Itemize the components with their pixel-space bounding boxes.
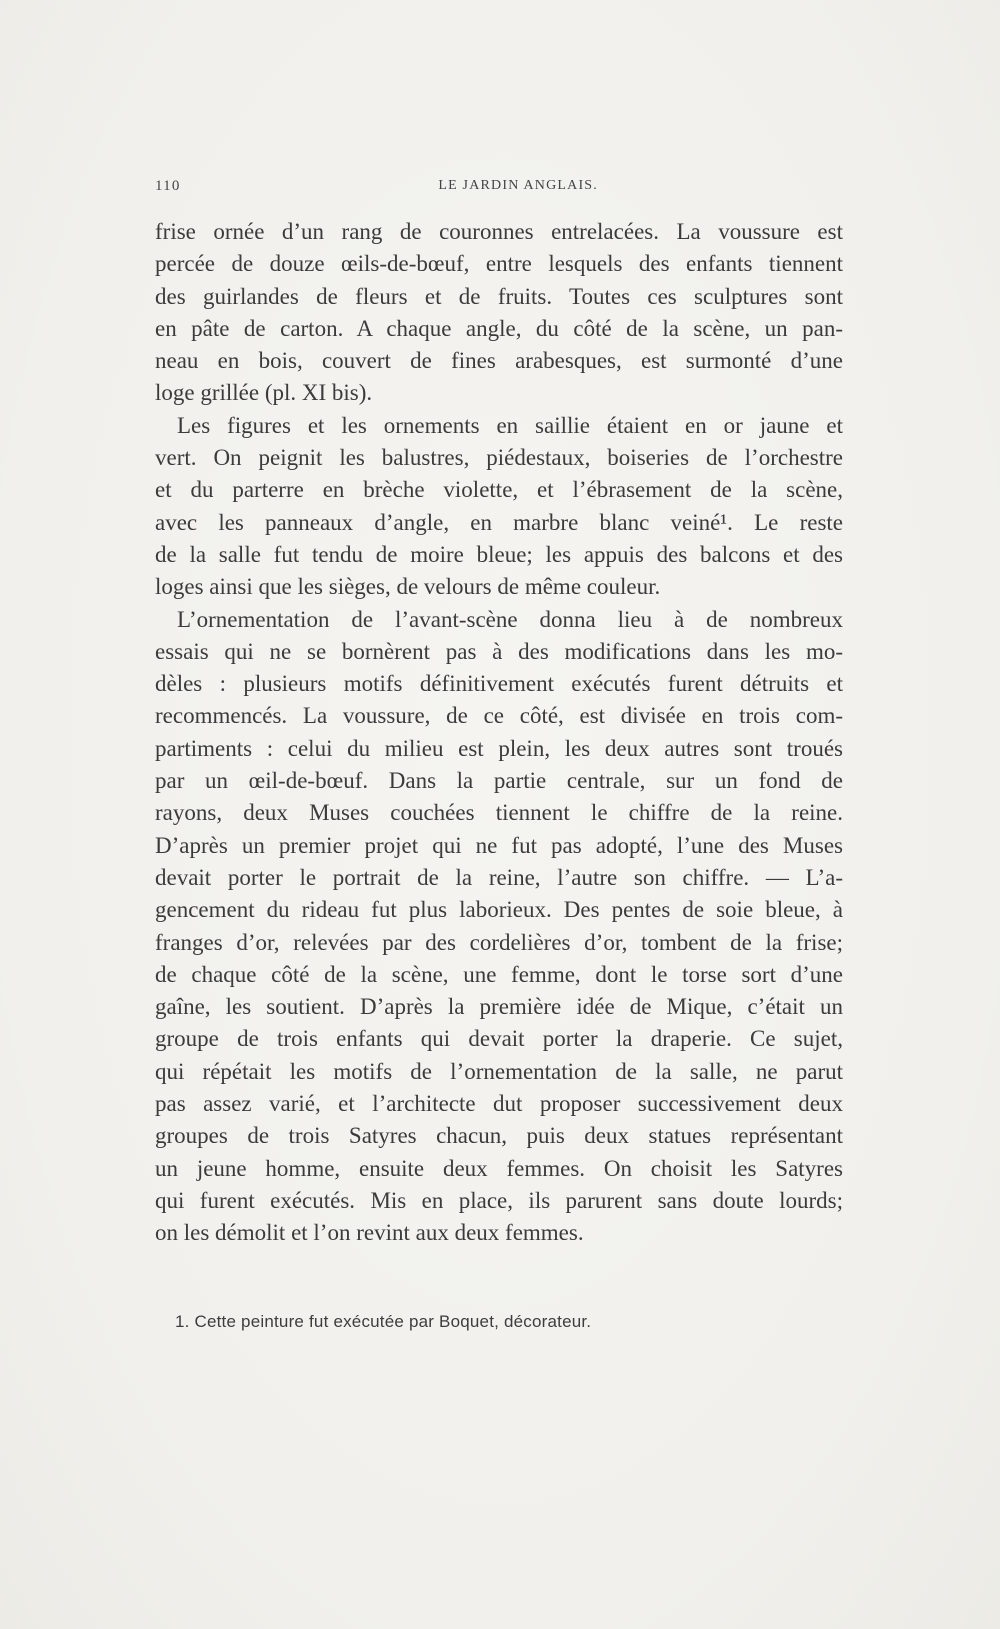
text-line: vert. On peignit les balustres, piédestaux, boiseries de l’orchestre: [155, 445, 843, 471]
text-line: devait porter le portrait de la reine, l’autre son chiffre. — L’a-: [155, 864, 843, 890]
text-line: franges d’or, relevées par des cordelières d’or, tombent de la frise;: [155, 929, 843, 955]
text-line: avec les panneaux d’angle, en marbre blanc veiné¹. Le reste: [155, 509, 843, 535]
text-line: Les figures et les ornements en saillie étaient en or jaune et: [177, 412, 843, 438]
text-line: loge grillée (pl. XI bis).: [155, 380, 373, 406]
text-line: gencement du rideau fut plus laborieux. Des pentes de soie bleue, à: [155, 897, 843, 923]
text-line: neau en bois, couvert de fines arabesques, est surmonté d’une: [155, 348, 843, 374]
text-line: frise ornée d’un rang de couronnes entrelacées. La voussure est: [155, 219, 843, 244]
text-line: rayons, deux Muses couchées tiennent le chiffre de la reine.: [155, 800, 843, 826]
text-line: recommencés. La voussure, de ce côté, est divisée en trois com-: [155, 703, 843, 729]
text-line: percée de douze œils-de-bœuf, entre lesquels des enfants tiennent: [155, 251, 843, 277]
footnote: 1. Cette peinture fut exécutée par Boquet, décorateur.: [175, 1312, 592, 1331]
text-line: par un œil-de-bœuf. Dans la partie centrale, sur un fond de: [155, 768, 843, 794]
text-line: de chaque côté de la scène, une femme, dont le torse sort d’une: [155, 961, 843, 987]
text-line: partiments : celui du milieu est plein, les deux autres sont troués: [155, 735, 843, 761]
text-line: loges ainsi que les sièges, de velours de même couleur.: [155, 574, 661, 600]
text-line: de la salle fut tendu de moire bleue; les appuis des balcons et des: [155, 541, 843, 567]
text-line: des guirlandes de fleurs et de fruits. Toutes ces sculptures sont: [155, 283, 843, 309]
text-line: L’ornementation de l’avant-scène donna lieu à de nombreux: [177, 606, 843, 632]
text-line: essais qui ne se bornèrent pas à des modifications dans les mo-: [155, 638, 843, 664]
running-title: LE JARDIN ANGLAIS.: [438, 178, 598, 193]
page-number: 110: [155, 178, 181, 194]
running-head: [155, 178, 598, 200]
text-line: pas assez varié, et l’architecte dut proposer successivement deux: [155, 1091, 843, 1117]
text-line: gaîne, les soutient. D’après la première idée de Mique, c’était un: [155, 994, 843, 1020]
text-line: D’après un premier projet qui ne fut pas adopté, l’une des Muses: [155, 832, 843, 858]
body-text: [155, 216, 843, 1250]
text-line: et du parterre en brèche violette, et l’ébrasement de la scène,: [155, 477, 843, 503]
text-line: en pâte de carton. A chaque angle, du côté de la scène, un pan-: [155, 315, 843, 341]
text-line: qui furent exécutés. Mis en place, ils parurent sans doute lourds;: [155, 1187, 843, 1213]
text-line: groupe de trois enfants qui devait porter la draperie. Ce sujet,: [155, 1026, 843, 1052]
text-line: groupes de trois Satyres chacun, puis deux statues représentant: [155, 1123, 843, 1149]
text-line: dèles : plusieurs motifs définitivement exécutés furent détruits et: [155, 671, 843, 697]
text-line: qui répétait les motifs de l’ornementation de la salle, ne parut: [155, 1058, 843, 1084]
text-line: on les démolit et l’on revint aux deux femmes.: [155, 1220, 584, 1246]
text-line: un jeune homme, ensuite deux femmes. On choisit les Satyres: [155, 1155, 843, 1181]
